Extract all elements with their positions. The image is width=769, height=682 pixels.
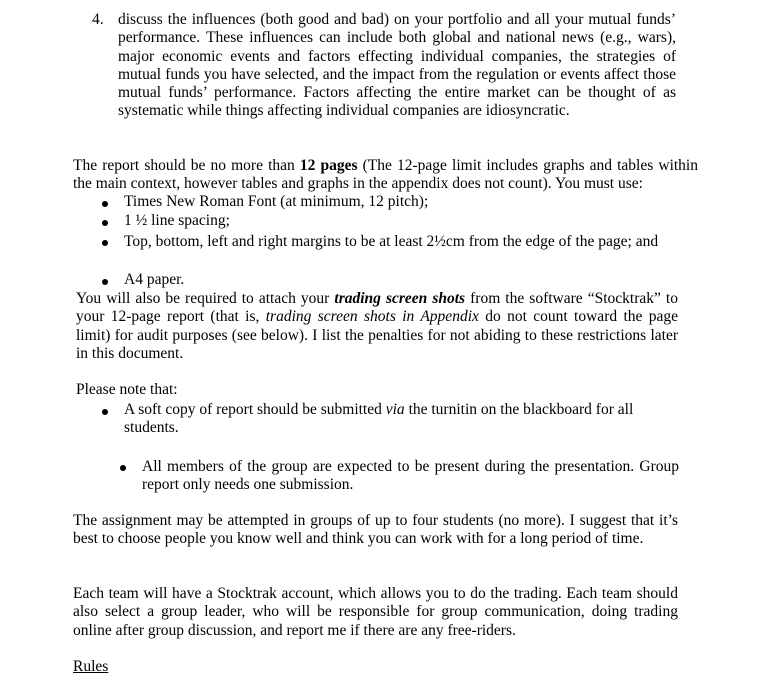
bullet-paper: A4 paper. <box>124 271 185 288</box>
bullet-dot <box>102 279 108 285</box>
item-4-paragraph: discuss the influences (both good and bad) on your portfolio and all your mutual funds’ performance. These influences can include both global and national news (e.g., wars), major economic events and factors effecting individual companies, the strategies of mutual funds you have selected, and the impact from the regulation or events affect those mutual funds’ performance. Factors affecting the entire market can be thought of as systematic while things affecting individual companies are idiosyncratic. <box>118 11 676 120</box>
note-bullet-members: All members of the group are expected to be present during the presentation. Group report only needs one submission. <box>142 458 679 494</box>
soft-copy-text-b: the turnitin on the blackboard for all students. <box>124 401 634 437</box>
bullet-spacing: 1 ½ line spacing; <box>124 212 230 229</box>
bullet-margins: Top, bottom, left and right margins to be at least 2½cm from the edge of the page; and <box>124 233 659 250</box>
appendix-italic: trading screen shots in Appendix <box>265 308 479 326</box>
via-italic: via <box>385 401 405 418</box>
note-bullet-soft-copy <box>124 401 664 438</box>
bullet-dot <box>102 220 108 226</box>
bullet-dot <box>102 409 108 415</box>
bullet-dot <box>120 465 126 471</box>
screenshots-paragraph <box>76 290 678 363</box>
report-requirements-paragraph <box>73 157 698 194</box>
bullet-dot <box>102 240 108 246</box>
screenshots-text-c: do not count toward the page limit) for audit purposes (see below). I list the penalties for not abiding to these restrictions later in this document. <box>76 308 679 362</box>
list-number: 4. <box>92 11 104 28</box>
bullet-dot <box>102 201 108 207</box>
note-heading: Please note that: <box>76 381 178 398</box>
screenshots-text-b: from the software “Stocktrak” to your 12-page report (that is, <box>76 290 678 326</box>
report-intro-rest: (The 12-page limit includes graphs and tables within the main context, however tables and graphs in the appendix does not count). You must use: <box>73 157 698 193</box>
report-intro-text: The report should be no more than <box>73 157 300 174</box>
page-limit-bold: 12 pages <box>299 157 358 174</box>
screenshots-text-a: You will also be required to attach your <box>76 290 335 307</box>
rules-heading: Rules <box>73 658 109 675</box>
trading-screen-shots-emphasis: trading screen shots <box>334 290 466 307</box>
groups-paragraph: The assignment may be attempted in groups of up to four students (no more). I suggest that it’s best to choose people you know well and think you can work with for a long period of time. <box>73 512 678 548</box>
bullet-font: Times New Roman Font (at minimum, 12 pitch); <box>124 193 429 210</box>
team-paragraph: Each team will have a Stocktrak account, which allows you to do the trading. Each team should also select a group leader, who will be responsible for group communication, doing trading online after group discussion, and report me if there are any free-riders. <box>73 585 678 639</box>
soft-copy-text-a: A soft copy of report should be submitted <box>124 401 386 418</box>
